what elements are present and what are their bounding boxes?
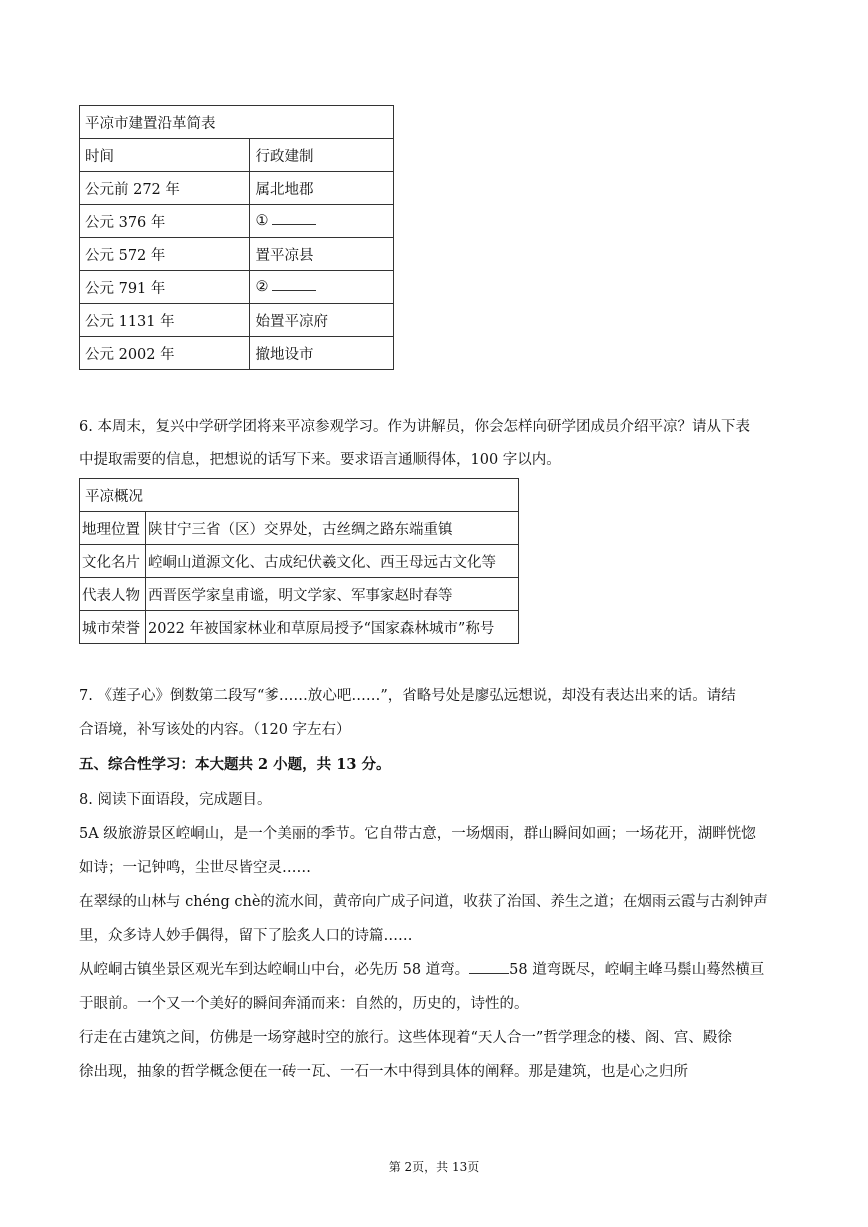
table-cell: 属北地郡 (250, 172, 394, 205)
table-row (80, 172, 394, 205)
passage-p1-line-2: 如诗；一记钟鸣，尘世尽皆空灵…… (79, 860, 311, 876)
table-cell: 公元 572 年 (80, 238, 250, 271)
table-cell: 2022 年被国家林业和草原局授予“国家森林城市”称号 (146, 611, 519, 644)
passage-p3-part-a: 从崆峒古镇坐景区观光车到达崆峒山中台，必先历 58 道弯。 (79, 962, 470, 978)
table-cell: 公元 1131 年 (80, 304, 250, 337)
blank-number: ② (255, 279, 269, 295)
passage-p3-line-2: 于眼前。一个又一个美好的瞬间奔涌而来：自然的，历史的，诗性的。 (79, 996, 529, 1012)
table-cell: 城市荣誉 (80, 611, 146, 644)
history-table-header-time: 时间 (80, 139, 250, 172)
history-table-title: 平凉市建置沿革简表 (80, 106, 394, 139)
passage-p4-line-2: 徐出现，抽象的哲学概念便在一砖一瓦、一石一木中得到具体的阐释。那是建筑，也是心之归所 (79, 1064, 688, 1080)
passage-p2-line-1: 在翠绿的山林与 chéng chè的流水间，黄帝向广成子问道，收获了治国、养生之道；在烟雨云霞与古刹钟声 (79, 894, 768, 910)
table-row (80, 205, 394, 238)
table-cell: 公元前 272 年 (80, 172, 250, 205)
answer-blank-line (272, 280, 316, 291)
question-7-line-1: 7. 《莲子心》倒数第二段写“爹……放心吧……”，省略号处是廖弘远想说，却没有表达出来的话。请结 (79, 688, 736, 704)
section-5-heading: 五、综合性学习：本大题共 2 小题，共 13 分。 (79, 756, 391, 773)
table-cell: 公元 791 年 (80, 271, 250, 304)
question-8-intro: 8. 阅读下面语段，完成题目。 (79, 792, 272, 808)
table-row (80, 238, 394, 271)
answer-blank-cell-2 (250, 271, 394, 304)
table-row (80, 337, 394, 370)
table-cell: 文化名片 (80, 545, 146, 578)
table-cell: 始置平凉府 (250, 304, 394, 337)
overview-table (79, 478, 519, 644)
overview-table-title: 平凉概况 (80, 479, 519, 512)
passage-p3-line-1 (79, 957, 791, 983)
table-cell: 撤地设市 (250, 337, 394, 370)
answer-blank-cell-1 (250, 205, 394, 238)
answer-blank-line (469, 963, 509, 974)
table-cell: 陕甘宁三省（区）交界处，古丝绸之路东端重镇 (146, 512, 519, 545)
question-6-line-2: 中提取需要的信息，把想说的话写下来。要求语言通顺得体，100 字以内。 (79, 452, 561, 468)
table-row (80, 271, 394, 304)
table-cell: 崆峒山道源文化、古成纪伏羲文化、西王母远古文化等 (146, 545, 519, 578)
question-6-line-1: 6. 本周末，复兴中学研学团将来平凉参观学习。作为讲解员，你会怎样向研学团成员介绍平凉？请从下表 (79, 419, 750, 435)
table-cell: 公元 376 年 (80, 205, 250, 238)
page-footer: 第 2页，共 13页 (388, 1160, 480, 1174)
history-table (79, 105, 394, 370)
passage-p3-part-b: 58 道弯既尽，崆峒主峰马鬃山蓦然横亘 (509, 962, 765, 978)
passage-p1-line-1: 5A 级旅游景区崆峒山，是一个美丽的季节。它自带古意，一场烟雨，群山瞬间如画；一场花开，湖畔恍惚 (79, 826, 756, 842)
table-row (80, 611, 519, 644)
passage-p4-line-1: 行走在古建筑之间，仿佛是一场穿越时空的旅行。这些体现着“天人合一”哲学理念的楼、阁、宫、殿徐 (79, 1030, 732, 1046)
passage-p2-line-2: 里，众多诗人妙手偶得，留下了脍炙人口的诗篇…… (79, 928, 413, 944)
history-table-header-system: 行政建制 (250, 139, 394, 172)
answer-blank-line (272, 214, 316, 225)
question-7-line-2: 合语境，补写该处的内容。（120 字左右） (79, 722, 351, 738)
table-row (80, 545, 519, 578)
table-cell: 公元 2002 年 (80, 337, 250, 370)
blank-number: ① (255, 213, 269, 229)
table-row (80, 512, 519, 545)
table-cell: 代表人物 (80, 578, 146, 611)
table-cell: 置平凉县 (250, 238, 394, 271)
table-row (80, 578, 519, 611)
table-row (80, 304, 394, 337)
table-cell: 地理位置 (80, 512, 146, 545)
table-cell: 西晋医学家皇甫谧，明文学家、军事家赵时春等 (146, 578, 519, 611)
